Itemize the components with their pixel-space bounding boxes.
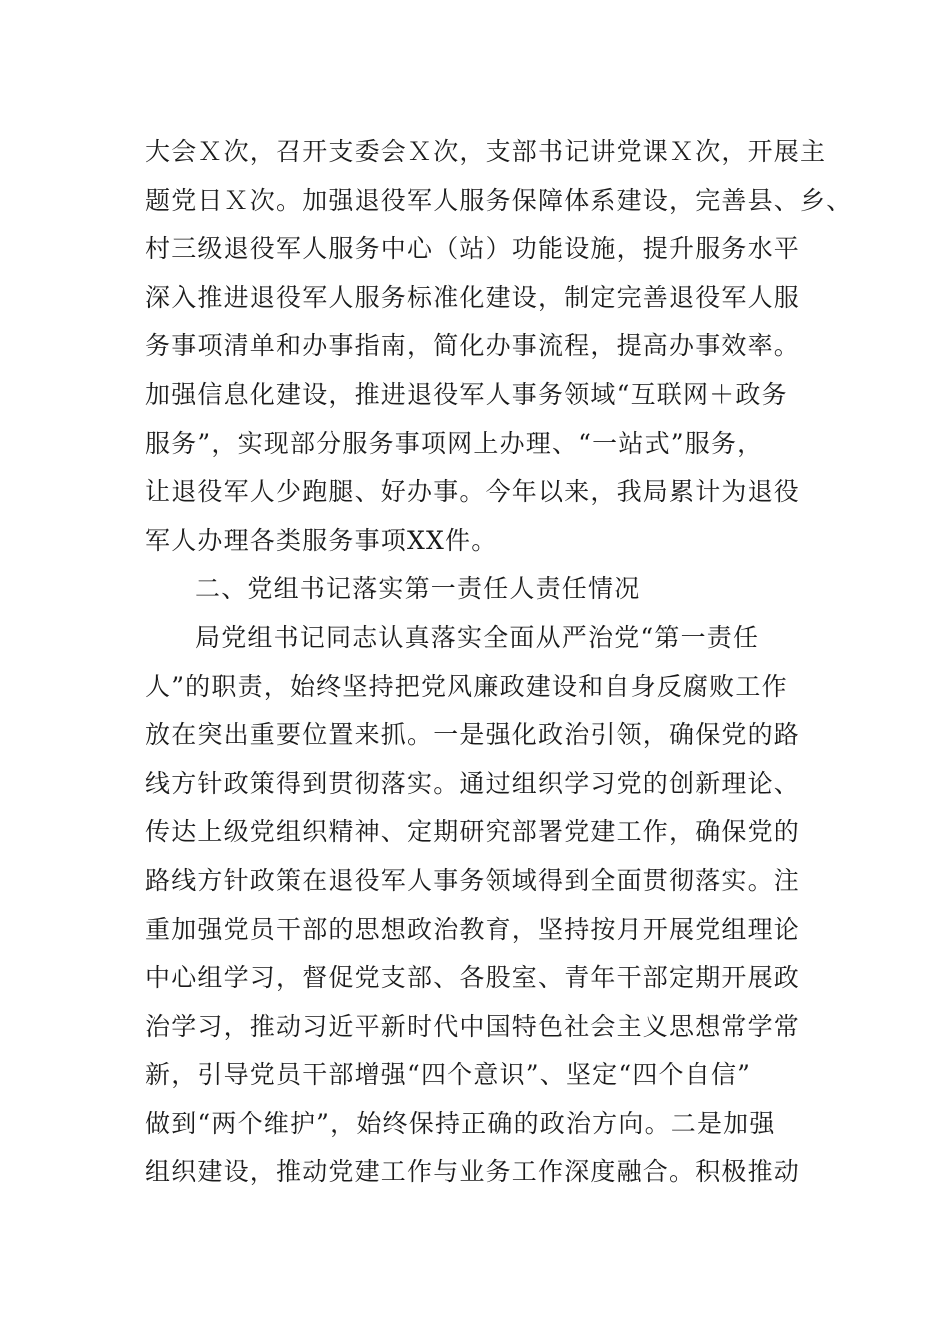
text-line: 题党日Ｘ次。加强退役军人服务保障体系建设，完善县、乡、	[145, 185, 853, 215]
text-line: 村三级退役军人服务中心（站）功能设施，提升服务水平	[145, 234, 801, 264]
document-body	[145, 128, 853, 1197]
text-line: 传达上级党组织精神、定期研究部署党建工作，确保党的	[145, 817, 801, 847]
text-line: 深入推进退役军人服务标准化建设，制定完善退役军人服	[145, 282, 801, 312]
paragraph-start-line: 局党组书记同志认真落实全面从严治党“第一责任	[195, 622, 760, 652]
text-line: 新，引导党员干部增强“四个意识”、坚定“四个自信”	[145, 1060, 752, 1090]
text-line: 放在突出重要位置来抓。一是强化政治引领，确保党的路	[145, 720, 801, 750]
text-line: 让退役军人少跑腿、好办事。今年以来，我局累计为退役	[145, 477, 801, 507]
text-line: 中心组学习，督促党支部、各股室、青年干部定期开展政	[145, 963, 801, 993]
text-line: 加强信息化建设，推进退役军人事务领域“互联网＋政务	[145, 379, 788, 409]
section-heading: 二、党组书记落实第一责任人责任情况	[195, 574, 641, 604]
text-line: 人”的职责，始终坚持把党风廉政建设和自身反腐败工作	[145, 671, 788, 701]
text-line: 路线方针政策在退役军人事务领域得到全面贯彻落实。注	[145, 865, 801, 895]
text-line: 务事项清单和办事指南，简化办事流程，提高办事效率。	[145, 331, 801, 361]
text-line: 重加强党员干部的思想政治教育，坚持按月开展党组理论	[145, 914, 801, 944]
text-line: 组织建设，推动党建工作与业务工作深度融合。积极推动	[145, 1157, 801, 1187]
text-line: 治学习，推动习近平新时代中国特色社会主义思想常学常	[145, 1011, 801, 1041]
text-line: 线方针政策得到贯彻落实。通过组织学习党的创新理论、	[145, 768, 801, 798]
text-line: 军人办理各类服务事项XX件。	[145, 525, 498, 555]
text-line: 做到“两个维护”，始终保持正确的政治方向。二是加强	[145, 1108, 776, 1138]
text-line: 大会Ｘ次，召开支委会Ｘ次，支部书记讲党课Ｘ次，开展主	[145, 137, 827, 166]
text-line: 服务”，实现部分服务事项网上办理、“一站式”服务，	[145, 428, 764, 458]
